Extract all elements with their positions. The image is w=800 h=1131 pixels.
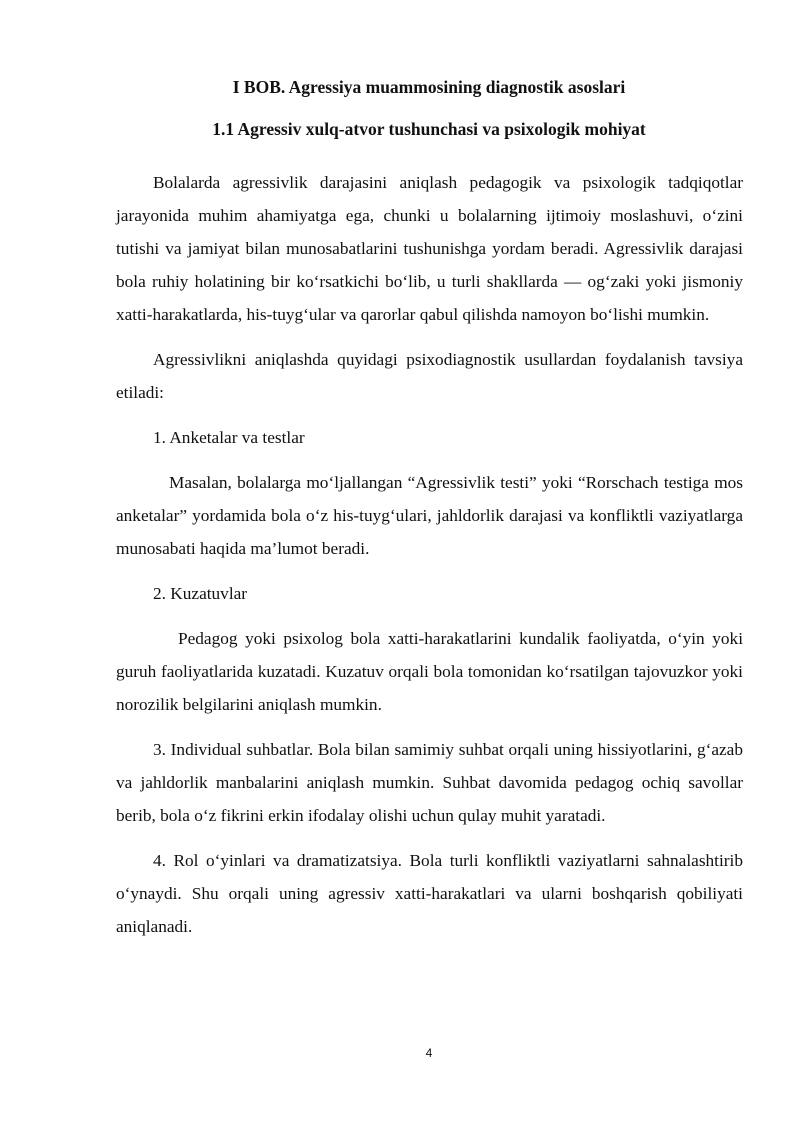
body-text xyxy=(116,166,743,955)
paragraph-intro: Bolalarda agressivlik darajasini aniqlash pedagogik va psixologik tadqiqotlar jarayonida muhim ahamiyatga ega, chunki u bolalarning ijtimoiy moslashuvi, o‘zini tutishi va jamiyat bilan munosabatlarini tushunishga yordam beradi. Agressivlik darajasi bola ruhiy holatining bir ko‘rsatkichi bo‘lib, u turli shakllarda — og‘zaki yoki jismoniy xatti-harakatlarda, his-tuyg‘ular va qarorlar qabul qilishda namoyon bo‘lishi mumkin. xyxy=(116,173,743,324)
chapter-title: I BOB. Agressiya muammosining diagnostik asoslari xyxy=(232,77,626,97)
list-item-1-text: Masalan, bolalarga mo‘ljallangan “Agressivlik testi” yoki “Rorschach testiga mos anketalar” yordamida bola o‘z his-tuyg‘ulari, jahldorlik darajasi va konfliktli vaziyatlarga munosabati haqida ma’lumot beradi. xyxy=(116,473,743,558)
list-item-2-title: 2. Kuzatuvlar xyxy=(153,584,248,603)
page-number: 4 xyxy=(425,1046,433,1060)
list-item-3: 3. Individual suhbatlar. Bola bilan samimiy suhbat orqali uning hissiyotlarini, g‘azab va jahldorlik manbalarini aniqlash mumkin. Suhbat davomida pedagog ochiq savollar berib, bola o‘z fikrini erkin ifodalay olishi uchun qulay muhit yaratadi. xyxy=(116,740,743,825)
list-item-4: 4. Rol o‘yinlari va dramatizatsiya. Bola turli konfliktli vaziyatlarni sahnalashtirib o‘ynaydi. Shu orqali uning agressiv xatti-harakatlari va ularni boshqarish qobiliyati aniqlanadi. xyxy=(116,851,743,936)
list-item-2-text: Pedagog yoki psixolog bola xatti-harakatlarini kundalik faoliyatda, o‘yin yoki guruh faoliyatlarida kuzatadi. Kuzatuv orqali bola tomonidan ko‘rsatilgan tajovuzkor yoki norozilik belgilarini aniqlash mumkin. xyxy=(116,629,743,714)
list-item-1-title: 1. Anketalar va testlar xyxy=(153,428,305,447)
section-title: 1.1 Agressiv xulq-atvor tushunchasi va psixologik mohiyat xyxy=(212,119,646,139)
paragraph-methods-intro: Agressivlikni aniqlashda quyidagi psixodiagnostik usullardan foydalanish tavsiya etiladi: xyxy=(116,350,743,402)
